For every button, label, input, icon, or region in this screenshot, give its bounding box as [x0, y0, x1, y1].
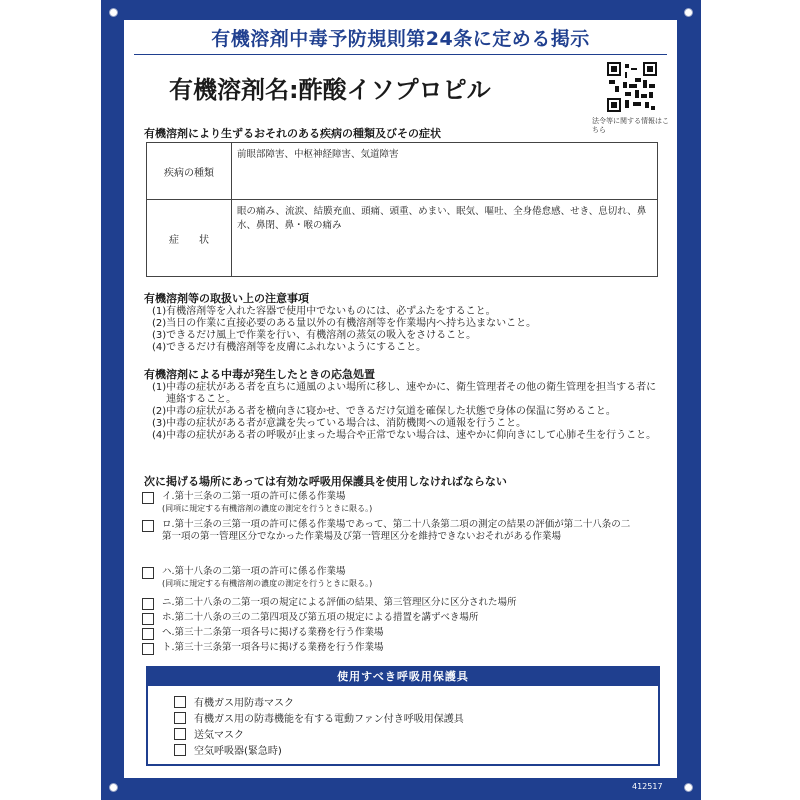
respirator-item: 有機ガス用の防毒機能を有する電動ファン付き呼吸用保護具	[174, 710, 464, 725]
checkbox[interactable]	[142, 492, 154, 504]
mount-hole-bottom-right	[684, 783, 693, 792]
places-heading: 次に掲げる場所にあっては有効な呼吸用保護具を使用しなければならない	[144, 475, 507, 488]
emergency-list	[152, 382, 662, 442]
list-item: (3) できるだけ風上で作業を行い、有機溶剤の蒸気の吸入をさけること。	[152, 330, 477, 341]
respirator-heading: 使用すべき呼吸用保護具	[148, 668, 658, 686]
symptom-label: 症 状	[147, 200, 232, 277]
product-code: 412517	[632, 782, 663, 791]
sign-panel	[124, 20, 677, 778]
list-item: (1) 有機溶剤等を入れた容器で使用中でないものには、必ずふたをすること。	[152, 306, 496, 317]
place-item-ni: ニ.第二十八条の二第一項の規定による評価の結果、第三管理区分に区分された場所	[142, 597, 662, 610]
checkbox[interactable]	[142, 567, 154, 579]
disease-heading: 有機溶剤により生ずるおそれのある疾病の種類及びその症状	[144, 127, 441, 140]
mount-hole-top-right	[684, 8, 693, 17]
symptom-value: 眼の痛み、流涙、結膜充血、頭痛、頭重、めまい、眠気、嘔吐、全身倦怠感、せき、息切れ、鼻水、鼻閉、鼻・喉の痛み	[232, 200, 658, 277]
qr-code-icon	[607, 62, 657, 112]
place-item-ha: ハ.第十八条の二第一項の許可に係る作業場 (同項に規定する有機溶剤の濃度の測定を行うときに限る。)	[142, 566, 662, 590]
list-item: (1) 中毒の症状がある者を直ちに通風のよい場所に移し、速やかに、衛生管理者その他の衛生管理を担当する者に連絡すること。	[152, 382, 657, 405]
qr-note: 法令等に関する情報はこちら	[592, 117, 669, 134]
checkbox[interactable]	[142, 598, 154, 610]
mount-hole-bottom-left	[109, 783, 118, 792]
title-divider	[134, 54, 667, 55]
handling-list	[152, 306, 672, 354]
checkbox[interactable]	[174, 696, 186, 708]
disease-type-value: 前眼部障害、中枢神経障害、気道障害	[232, 143, 658, 200]
checkbox[interactable]	[142, 520, 154, 532]
disease-table	[146, 142, 658, 277]
place-item-ho: ホ.第二十八条の三の二第四項及び第五項の規定による措置を講ずべき場所	[142, 612, 662, 625]
table-row	[147, 200, 658, 277]
place-item-to: ト.第三十三条第一項各号に掲げる業務を行う作業場	[142, 642, 662, 655]
checkbox[interactable]	[142, 643, 154, 655]
respirator-item: 送気マスク	[174, 726, 244, 741]
list-item: (2) 当日の作業に直接必要のある量以外の有機溶剤等を作業場内へ持ち込まないこと。	[152, 318, 537, 329]
handling-heading: 有機溶剤等の取扱い上の注意事項	[144, 292, 309, 305]
respirator-item: 空気呼吸器(緊急時)	[174, 742, 282, 757]
solvent-name: 有機溶剤名:酢酸イソプロピル	[169, 76, 491, 104]
sign-title: 有機溶剤中毒予防規則第24条に定める掲示	[211, 28, 590, 50]
place-item-ro: ロ.第十三条の三第一項の許可に係る作業場であって、第二十八条第二項の測定の結果の評価が第二十八条の二第一項の第一管理区分でなかった作業場及び第一管理区分を維持できないおそれがある作業場	[142, 519, 662, 543]
mount-hole-top-left	[109, 8, 118, 17]
place-item-he: ヘ.第三十二条第一項各号に掲げる業務を行う作業場	[142, 627, 662, 640]
checkbox[interactable]	[174, 744, 186, 756]
checkbox[interactable]	[142, 613, 154, 625]
checkbox[interactable]	[142, 628, 154, 640]
emergency-heading: 有機溶剤による中毒が発生したときの応急処置	[144, 368, 375, 381]
table-row	[147, 143, 658, 200]
checkbox[interactable]	[174, 728, 186, 740]
list-item: (2) 中毒の症状がある者を横向きに寝かせ、できるだけ気道を確保した状態で身体の保温に努めること。	[152, 406, 616, 417]
respirator-box	[146, 666, 660, 766]
list-item: (4) できるだけ有機溶剤等を皮膚にふれないようにすること。	[152, 342, 427, 353]
disease-type-label: 疾病の種類	[147, 143, 232, 200]
place-item-i: イ.第十三条の二第一項の許可に係る作業場 (同項に規定する有機溶剤の濃度の測定を行うときに限る。)	[142, 491, 662, 515]
list-item: (4) 中毒の症状がある者の呼吸が止まった場合や正常でない場合は、速やかに仰向きにして心肺そ生を行うこと。	[152, 430, 657, 441]
respirator-item: 有機ガス用防毒マスク	[174, 694, 294, 709]
list-item: (3) 中毒の症状がある者が意識を失っている場合は、消防機関への通報を行うこと。	[152, 418, 527, 429]
checkbox[interactable]	[174, 712, 186, 724]
